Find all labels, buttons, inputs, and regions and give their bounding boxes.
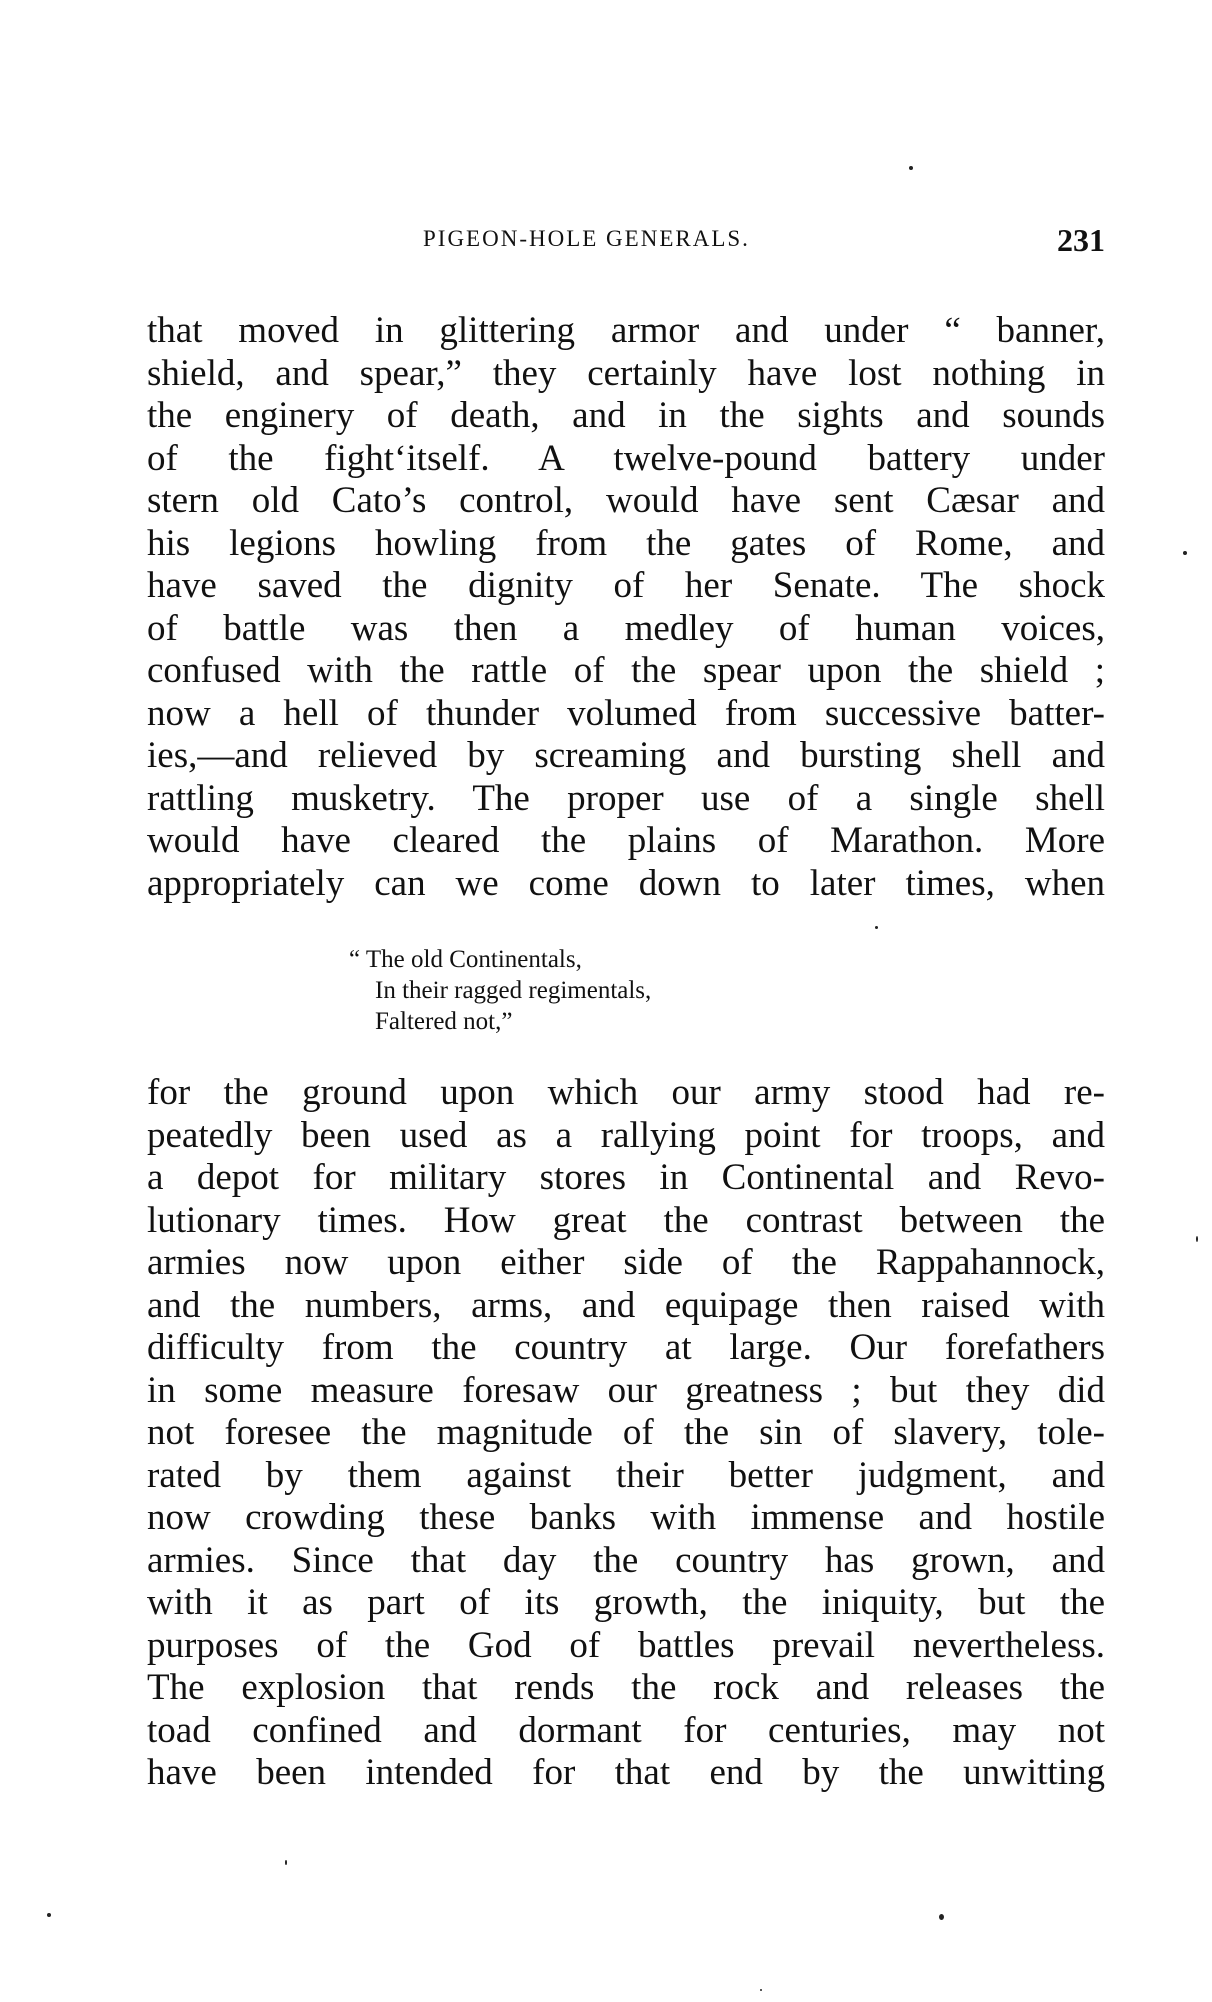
text-line: have been intended for that end by the unwitting [147, 1752, 1105, 1793]
scan-speck [909, 166, 913, 170]
text-line: lutionary times. How great the contrast between the [147, 1199, 1105, 1241]
text-line: confused with the rattle of the spear upon the shield ; [147, 650, 1105, 691]
quote-line: Faltered not,” [375, 1008, 513, 1035]
text-line: and the numbers, arms, and equipage then raised with [147, 1284, 1105, 1326]
text-line: armies now upon either side of the Rappahannock, [147, 1242, 1105, 1283]
running-title: PIGEON-HOLE GENERALS. [423, 226, 750, 251]
scan-speck [285, 1860, 287, 1865]
text-line: toad confined and dormant for centuries, may not [147, 1709, 1105, 1751]
text-line: rated by them against their better judgment, and [147, 1454, 1105, 1496]
text-line: his legions howling from the gates of Rome, and [147, 522, 1105, 564]
text-line: armies. Since that day the country has grown, and [147, 1539, 1105, 1581]
text-line: appropriately can we come down to later times, when [147, 862, 1105, 904]
text-line: peatedly been used as a rallying point for troops, and [147, 1114, 1105, 1156]
verse-quote [349, 944, 651, 1037]
text-line: now crowding these banks with immense and hostile [147, 1497, 1105, 1538]
text-line: for the ground upon which our army stood had re- [147, 1072, 1105, 1113]
text-line: shield, and spear,” they certainly have lost nothing in [147, 352, 1105, 394]
text-line: would have cleared the plains of Marathon. More [147, 820, 1105, 861]
quote-line: In their ragged regimentals, [375, 977, 652, 1004]
text-line: purposes of the God of battles prevail nevertheless. [147, 1624, 1105, 1666]
page-number: 231 [1057, 222, 1105, 258]
paragraph-2 [147, 1072, 1105, 1795]
scan-speck [760, 1989, 762, 1991]
text-line: ies,—and relieved by screaming and bursting shell and [147, 735, 1105, 776]
scan-speck [875, 926, 878, 929]
text-line: of battle was then a medley of human voices, [147, 607, 1105, 649]
text-line: have saved the dignity of her Senate. The shock [147, 565, 1105, 606]
text-line: The explosion that rends the rock and releases the [147, 1667, 1105, 1708]
text-line: rattling musketry. The proper use of a single shell [147, 777, 1105, 819]
paragraph-1 [147, 310, 1105, 905]
scan-speck [939, 1914, 944, 1920]
text-line: the enginery of death, and in the sights and sounds [147, 395, 1105, 436]
text-line: not foresee the magnitude of the sin of slavery, tole- [147, 1412, 1105, 1453]
text-line: in some measure foresaw our greatness ; but they did [147, 1369, 1105, 1411]
text-line: a depot for military stores in Continental and Revo- [147, 1157, 1105, 1198]
text-line: now a hell of thunder volumed from successive batter- [147, 692, 1105, 734]
scan-speck [1196, 1236, 1198, 1242]
text-line: difficulty from the country at large. Our forefathers [147, 1327, 1105, 1368]
text-line: of the fight‘itself. A twelve-pound battery under [147, 437, 1105, 479]
text-line: stern old Cato’s control, would have sent Cæsar and [147, 480, 1105, 521]
running-head [147, 222, 1105, 262]
text-line: with it as part of its growth, the iniquity, but the [147, 1582, 1105, 1623]
quote-line: “ The old Continentals, [349, 946, 582, 973]
text-line: that moved in glittering armor and under “ banner, [147, 310, 1105, 351]
scan-speck [1183, 551, 1187, 555]
scan-speck [47, 1913, 51, 1917]
